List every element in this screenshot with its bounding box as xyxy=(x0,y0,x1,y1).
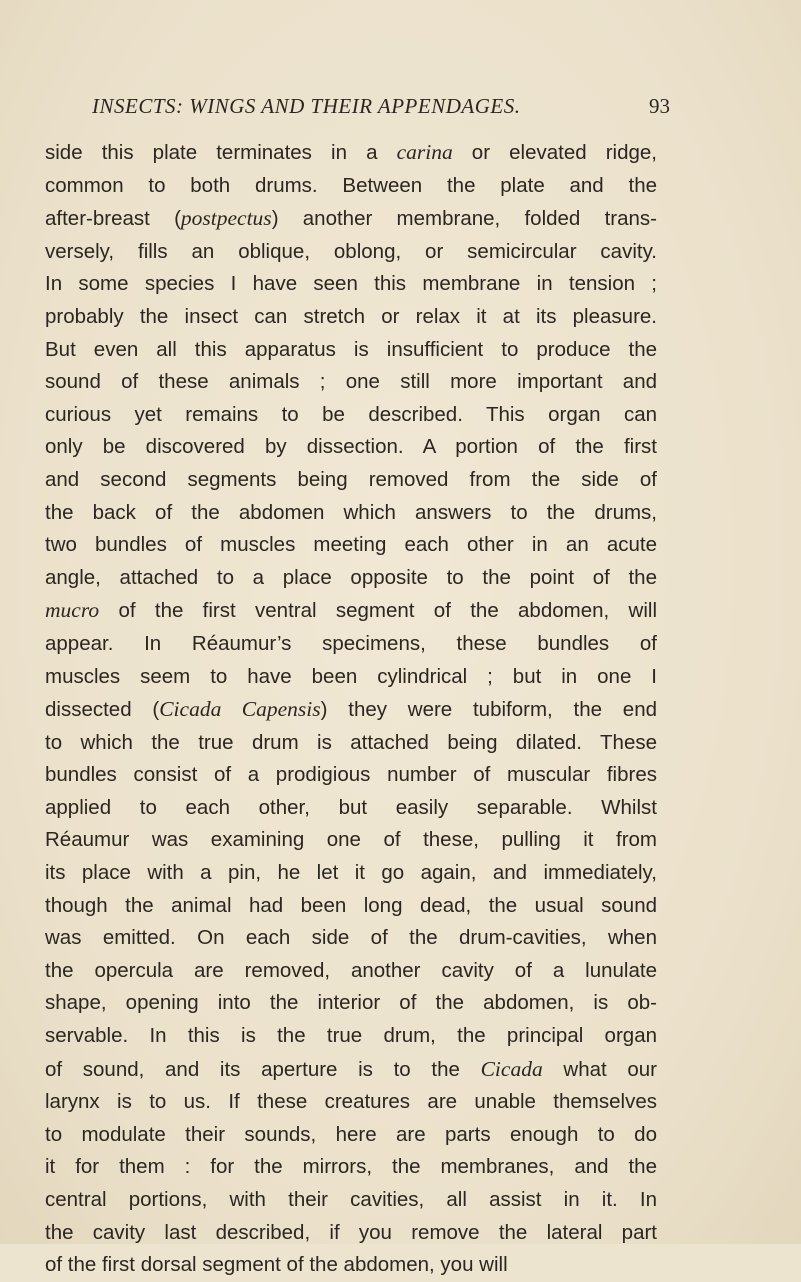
text-line xyxy=(45,922,657,955)
text-line xyxy=(45,1053,657,1087)
text-run: applied to each other, but easily separable. Whilst xyxy=(45,795,657,819)
body-paragraph xyxy=(45,136,657,1282)
running-title: INSECTS: WINGS AND THEIR APPENDAGES. xyxy=(92,94,521,118)
text-run: of sound, and its aperture is to the xyxy=(45,1057,481,1081)
text-run: servable. In this is the true drum, the principal organ xyxy=(45,1024,657,1048)
text-run: after-breast ( xyxy=(45,207,181,231)
text-line xyxy=(45,399,657,432)
text-run: was emitted. On each side of the drum-cavities, when xyxy=(45,926,657,950)
text-run: In some species I have seen this membrane in tension ; xyxy=(45,272,657,296)
text-line xyxy=(45,170,657,203)
text-run: of the first dorsal segment of the abdomen, you will xyxy=(45,1253,508,1277)
text-run: shape, opening into the interior of the abdomen, is ob- xyxy=(45,991,657,1015)
text-run: versely, fills an oblique, oblong, or semicircular cavity. xyxy=(45,239,657,263)
text-run: appear. In Réaumur’s specimens, these bundles of xyxy=(45,631,657,655)
text-line xyxy=(45,1249,657,1282)
text-line xyxy=(45,268,657,301)
italic-term: Cicada Capensis xyxy=(159,697,321,722)
text-run: only be discovered by dissection. A portion of the first xyxy=(45,435,657,459)
text-run: Réaumur was examining one of these, pulling it from xyxy=(45,828,657,852)
text-line xyxy=(45,987,657,1020)
text-line xyxy=(45,334,657,367)
text-line xyxy=(45,562,657,595)
text-line xyxy=(45,1020,657,1053)
text-line xyxy=(45,431,657,464)
text-line xyxy=(45,890,657,923)
text-run: sound of these animals ; one still more important and xyxy=(45,370,657,394)
italic-term: carina xyxy=(396,140,453,164)
text-line xyxy=(45,464,657,497)
text-line xyxy=(45,1217,657,1250)
text-line xyxy=(45,236,657,269)
text-run: larynx is to us. If these creatures are unable themselves xyxy=(45,1090,657,1114)
text-line xyxy=(45,136,657,170)
text-line xyxy=(45,792,657,825)
text-run: the opercula are removed, another cavity of a lunulate xyxy=(45,958,657,982)
text-run: to modulate their sounds, here are parts enough to do xyxy=(45,1122,657,1146)
text-run: side this plate terminates in a xyxy=(45,141,397,164)
text-run: bundles consist of a prodigious number of muscular fibres xyxy=(45,763,657,787)
text-line xyxy=(45,955,657,988)
text-line xyxy=(45,1184,657,1217)
page-number: 93 xyxy=(649,94,670,118)
text-run: and second segments being removed from the side of xyxy=(45,467,657,491)
text-line xyxy=(45,628,657,661)
text-run: But even all this apparatus is insufficient to produce the xyxy=(45,337,657,361)
text-run: ) another membrane, folded trans- xyxy=(271,207,657,231)
text-run: it for them : for the mirrors, the membranes, and the xyxy=(45,1155,657,1179)
text-run: its place with a pin, he let it go again, and immediately, xyxy=(45,861,657,885)
text-line xyxy=(45,301,657,334)
text-run: the cavity last described, if you remove the lateral part xyxy=(45,1220,657,1244)
text-run: muscles seem to have been cylindrical ; but in one I xyxy=(45,664,657,688)
text-line xyxy=(45,1086,657,1119)
text-run: probably the insect can stretch or relax it at its pleasure. xyxy=(45,304,657,328)
text-run: common to both drums. Between the plate and the xyxy=(45,173,657,197)
text-line xyxy=(45,1151,657,1184)
text-run: the back of the abdomen which answers to the drums, xyxy=(45,500,657,524)
text-run: what our xyxy=(542,1057,658,1081)
text-line xyxy=(45,202,657,236)
text-run: though the animal had been long dead, the usual sound xyxy=(45,893,657,917)
text-line xyxy=(45,857,657,890)
italic-term: postpectus xyxy=(180,206,272,231)
text-line xyxy=(45,497,657,530)
text-line xyxy=(45,366,657,399)
text-line xyxy=(45,594,657,628)
text-line xyxy=(45,529,657,562)
text-run: angle, attached to a place opposite to the point of the xyxy=(45,565,657,589)
text-line xyxy=(45,759,657,792)
text-run: two bundles of muscles meeting each other in an acute xyxy=(45,533,657,557)
text-run: ) they were tubiform, the end xyxy=(320,698,657,722)
text-run: of the first ventral segment of the abdomen, will xyxy=(99,599,657,623)
page-header xyxy=(92,94,670,124)
text-run: central portions, with their cavities, all assist in it. In xyxy=(45,1188,657,1211)
text-line xyxy=(45,661,657,694)
italic-term: Cicada xyxy=(480,1056,543,1081)
text-run: curious yet remains to be described. This organ can xyxy=(45,402,657,426)
text-line xyxy=(45,1119,657,1152)
text-run: to which the true drum is attached being dilated. These xyxy=(45,730,657,754)
text-line xyxy=(45,727,657,760)
text-run: or elevated ridge, xyxy=(452,141,657,164)
text-run: dissected ( xyxy=(45,698,160,722)
italic-term: mucro xyxy=(45,598,100,623)
text-line xyxy=(45,693,657,727)
text-line xyxy=(45,824,657,857)
